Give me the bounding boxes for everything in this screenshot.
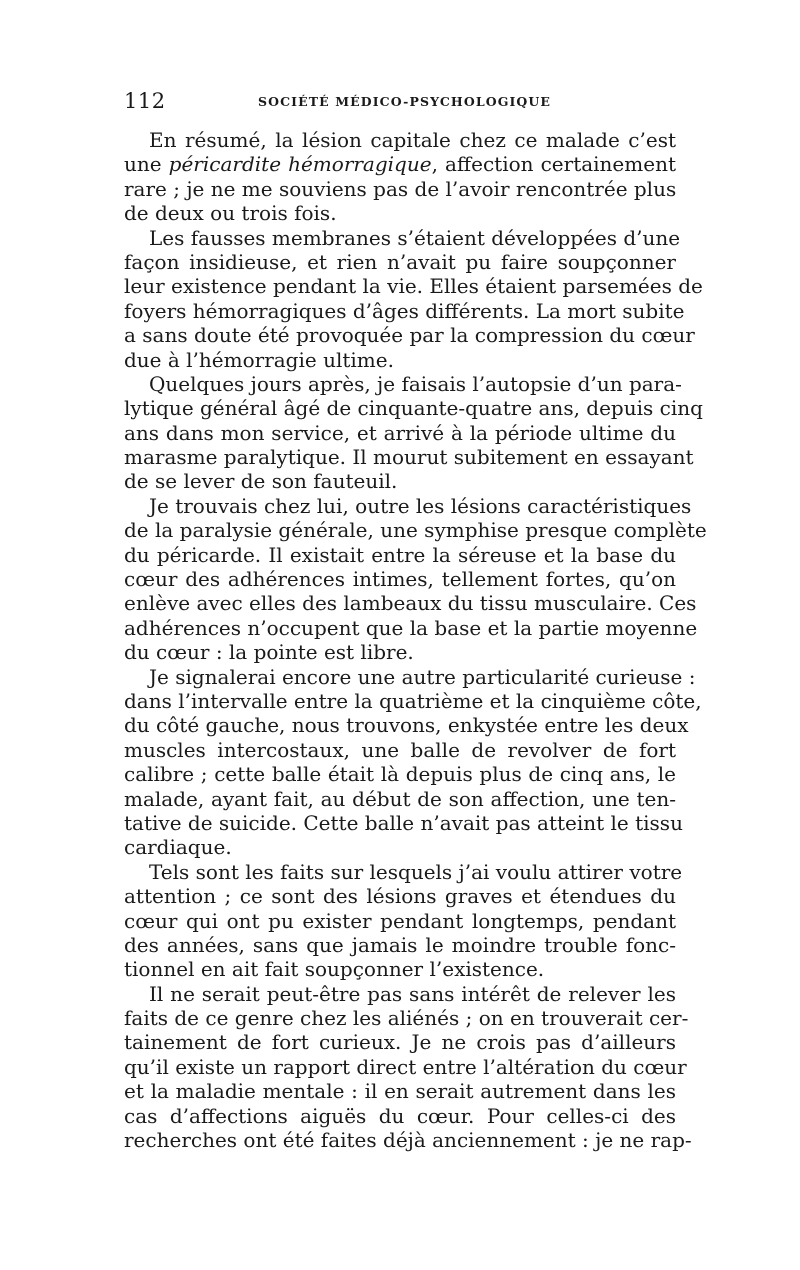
line-text: Tels sont les faits sur lesquels j’ai voulu attirer votre xyxy=(149,859,683,884)
line-text: marasme paralytique. Il mourut subitement en essayant xyxy=(124,445,694,470)
text-line xyxy=(124,1006,689,1031)
line-text: de se lever de son fauteuil. xyxy=(124,469,398,494)
text-line xyxy=(124,787,676,811)
line-text: de deux ou trois fois. xyxy=(124,201,337,226)
text-line xyxy=(124,518,707,543)
text-line xyxy=(124,348,676,372)
line-text: foyers hémorragiques d’âges différents. La mort subite xyxy=(124,298,685,323)
text-line xyxy=(124,738,676,762)
text-line xyxy=(124,493,692,518)
line-text: due à l’hémorragie ultime. xyxy=(124,347,394,372)
text-line xyxy=(124,274,703,299)
line-text: du cœur : la pointe est libre. xyxy=(124,640,414,665)
text-line xyxy=(124,250,676,274)
text-line xyxy=(124,615,698,640)
line-text: attention ; ce sont des lésions graves et étendues du xyxy=(124,884,676,909)
line-text: une xyxy=(124,152,169,177)
text-line xyxy=(124,859,683,884)
line-text: tionnel en ait fait soupçonner l’existence. xyxy=(124,957,545,982)
running-head xyxy=(124,89,676,119)
text-line xyxy=(124,1128,692,1153)
line-text: Je trouvais chez lui, outre les lésions caractéristiques xyxy=(149,493,692,518)
text-line xyxy=(124,128,676,152)
text-line xyxy=(124,152,676,176)
line-text: Les fausses membranes s’étaient développées d’une xyxy=(149,225,681,250)
text-line xyxy=(124,835,676,859)
text-line xyxy=(124,957,676,981)
line-text: dans l’intervalle entre la quatrième et la cinquième côte, xyxy=(124,688,702,713)
text-line xyxy=(124,713,689,738)
line-text: cœur qui ont pu exister pendant longtemps, pendant xyxy=(124,908,676,933)
text-line xyxy=(124,298,685,323)
text-line xyxy=(124,640,676,664)
text-line xyxy=(124,201,676,225)
text-line xyxy=(124,933,676,957)
text-line xyxy=(124,469,676,493)
text-line xyxy=(124,371,682,396)
line-text: façon insidieuse, et rien n’avait pu faire soupçonner xyxy=(124,249,676,274)
text-line xyxy=(124,1079,676,1103)
body-text xyxy=(124,128,707,1153)
line-text: muscles intercostaux, une balle de revolver de fort xyxy=(124,737,676,762)
line-text: a sans doute été provoquée par la compression du cœur xyxy=(124,323,695,348)
line-text: du côté gauche, nous trouvons, enkystée entre les deux xyxy=(124,713,689,738)
text-line xyxy=(124,688,702,713)
text-line xyxy=(124,909,676,933)
text-line xyxy=(124,177,676,201)
italic-term: péricardite hémorragique xyxy=(168,152,432,177)
line-text: qu’il existe un rapport direct entre l’altération du cœur xyxy=(124,1054,687,1079)
text-line xyxy=(124,421,676,445)
line-text: cas d’affections aiguës du cœur. Pour celles-ci des xyxy=(124,1103,676,1128)
line-text: adhérences n’occupent que la base et la partie moyenne xyxy=(124,615,698,640)
text-line xyxy=(124,1104,676,1128)
line-text-continued: , affection certainement xyxy=(431,152,676,177)
text-line xyxy=(124,543,676,567)
text-line xyxy=(124,664,696,689)
text-line xyxy=(124,445,694,470)
line-text: du péricarde. Il existait entre la séreuse et la base du xyxy=(124,542,676,567)
text-line xyxy=(124,1054,687,1079)
line-text: tainement de fort curieux. Je ne crois pas d’ailleurs xyxy=(124,1030,676,1055)
text-line xyxy=(124,225,681,250)
text-line xyxy=(124,982,676,1006)
line-text: ans dans mon service, et arrivé à la période ultime du xyxy=(124,420,676,445)
line-text: Quelques jours après, je faisais l’autopsie d’un para- xyxy=(149,371,682,396)
text-line xyxy=(124,810,683,835)
text-line xyxy=(124,884,676,908)
text-line xyxy=(124,762,676,786)
running-title: SOCIÉTÉ MÉDICO-PSYCHOLOGIQUE xyxy=(258,94,552,109)
line-text: faits de ce genre chez les aliénés ; on en trouverait cer- xyxy=(124,1006,689,1031)
line-text: recherches ont été faites déjà anciennement : je ne rap- xyxy=(124,1128,692,1153)
line-text: rare ; je ne me souviens pas de l’avoir rencontrée plus xyxy=(124,176,677,201)
line-text: et la maladie mentale : il en serait autrement dans les xyxy=(124,1079,676,1104)
line-text: cœur des adhérences intimes, tellement fortes, qu’on xyxy=(124,567,676,592)
line-text: leur existence pendant la vie. Elles étaient parsemées de xyxy=(124,274,703,299)
text-line xyxy=(124,1030,676,1054)
line-text: de la paralysie générale, une symphise presque complète xyxy=(124,518,707,543)
line-text: tative de suicide. Cette balle n’avait pas atteint le tissu xyxy=(124,810,683,835)
line-text: En résumé, la lésion capitale chez ce malade c’est xyxy=(149,128,676,152)
line-text: Je signalerai encore une autre particularité curieuse : xyxy=(149,664,696,689)
line-text: cardiaque. xyxy=(124,835,232,860)
line-text: calibre ; cette balle était là depuis plus de cinq ans, le xyxy=(124,762,676,787)
line-text: lytique général âgé de cinquante-quatre ans, depuis cinq xyxy=(124,396,703,421)
text-line xyxy=(124,567,676,591)
text-line xyxy=(124,396,703,421)
line-text: enlève avec elles des lambeaux du tissu musculaire. Ces xyxy=(124,591,697,616)
text-line xyxy=(124,591,697,616)
line-text: des années, sans que jamais le moindre trouble fonc- xyxy=(124,932,676,957)
line-text: malade, ayant fait, au début de son affection, une ten- xyxy=(124,786,676,811)
text-line xyxy=(124,323,695,348)
page-number: 112 xyxy=(124,89,166,113)
line-text: Il ne serait peut-être pas sans intérêt de relever les xyxy=(149,981,676,1006)
